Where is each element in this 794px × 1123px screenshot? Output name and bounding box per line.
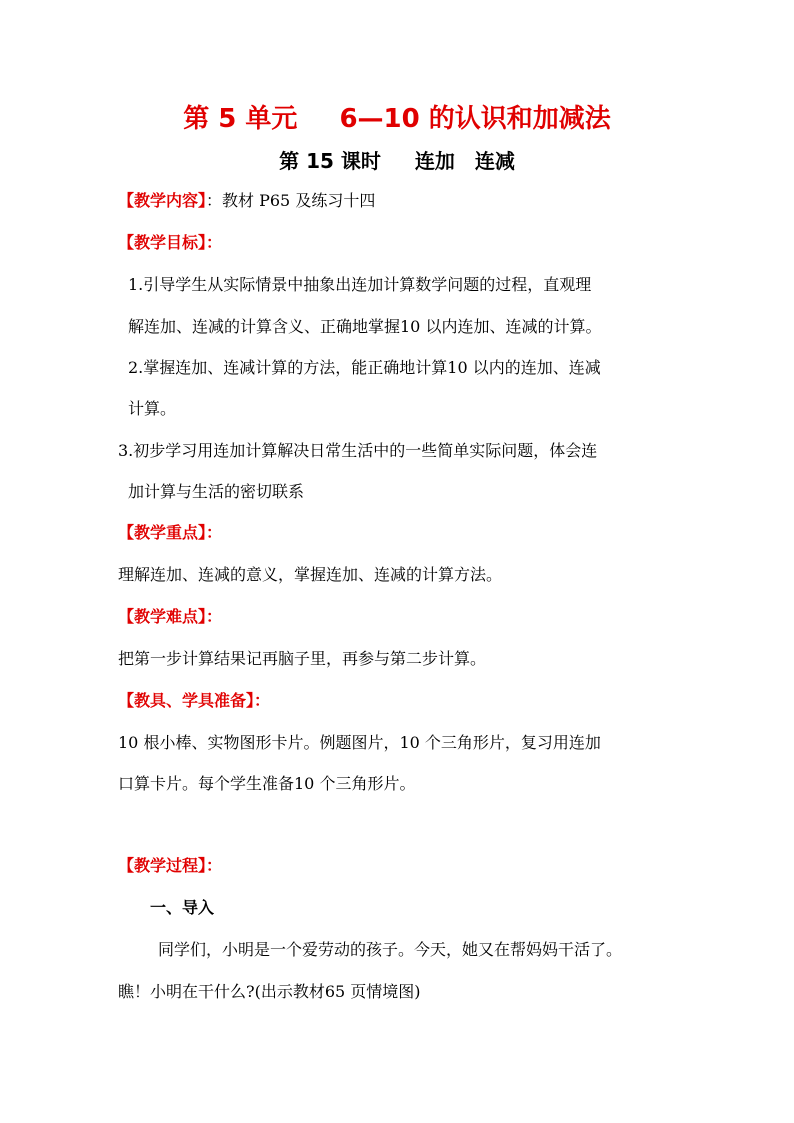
introduction-paragraph-line-1: 同学们，小明是一个爱劳动的孩子。今天，她又在帮妈妈干活了。	[158, 940, 623, 959]
teaching-process-heading: 【教学过程】：	[118, 856, 223, 875]
teaching-content-text: ：教材 P65 及练习十四	[206, 191, 376, 210]
goal-1-line-2: 解连加、连减的计算含义、正确地掌握10 以内连加、连减的计算。	[128, 317, 602, 336]
difficulties-heading: 【教学难点】：	[118, 607, 223, 626]
unit-number: 第 5 单元	[183, 104, 298, 134]
goal-3-line-2: 加计算与生活的密切联系	[128, 482, 305, 501]
teaching-content-heading: 【教学内容】	[118, 191, 207, 210]
materials-line-2: 口算卡片。每个学生准备10 个三角形片。	[118, 774, 416, 793]
goal-3-line-1: 3.初步学习用连加计算解决日常生活中的一些简单实际问题，体会连	[118, 441, 598, 460]
section-introduction-heading: 一、导入	[150, 898, 215, 917]
teaching-goals-heading: 【教学目标】：	[118, 233, 223, 252]
lesson-number: 第 15 课时	[279, 149, 381, 173]
lesson-subtitle	[0, 145, 794, 174]
lesson-topic-subtraction: 连减	[474, 149, 515, 173]
difficulties-text: 把第一步计算结果记再脑子里，再参与第二步计算。	[118, 649, 487, 668]
goal-2-line-1: 2.掌握连加、连减计算的方法，能正确地计算10 以内的连加、连减	[128, 358, 601, 377]
unit-title	[0, 98, 794, 135]
goal-1-line-1: 1.引导学生从实际情景中抽象出连加计算数学问题的过程，直观理	[128, 275, 592, 294]
introduction-paragraph-line-2: 瞧！小明在干什么?(出示教材65 页情境图)	[118, 982, 421, 1001]
materials-line-1: 10 根小棒、实物图形卡片。例题图片，10 个三角形片，复习用连加	[118, 733, 601, 752]
unit-topic: 6—10 的认识和加减法	[339, 104, 611, 134]
materials-heading: 【教具、学具准备】：	[118, 691, 271, 710]
key-points-heading: 【教学重点】：	[118, 523, 223, 542]
lesson-topic-addition: 连加	[414, 149, 455, 173]
goal-2-line-2: 计算。	[128, 399, 177, 418]
teaching-content	[118, 190, 375, 212]
key-points-text: 理解连加、连减的意义，掌握连加、连减的计算方法。	[118, 565, 503, 584]
